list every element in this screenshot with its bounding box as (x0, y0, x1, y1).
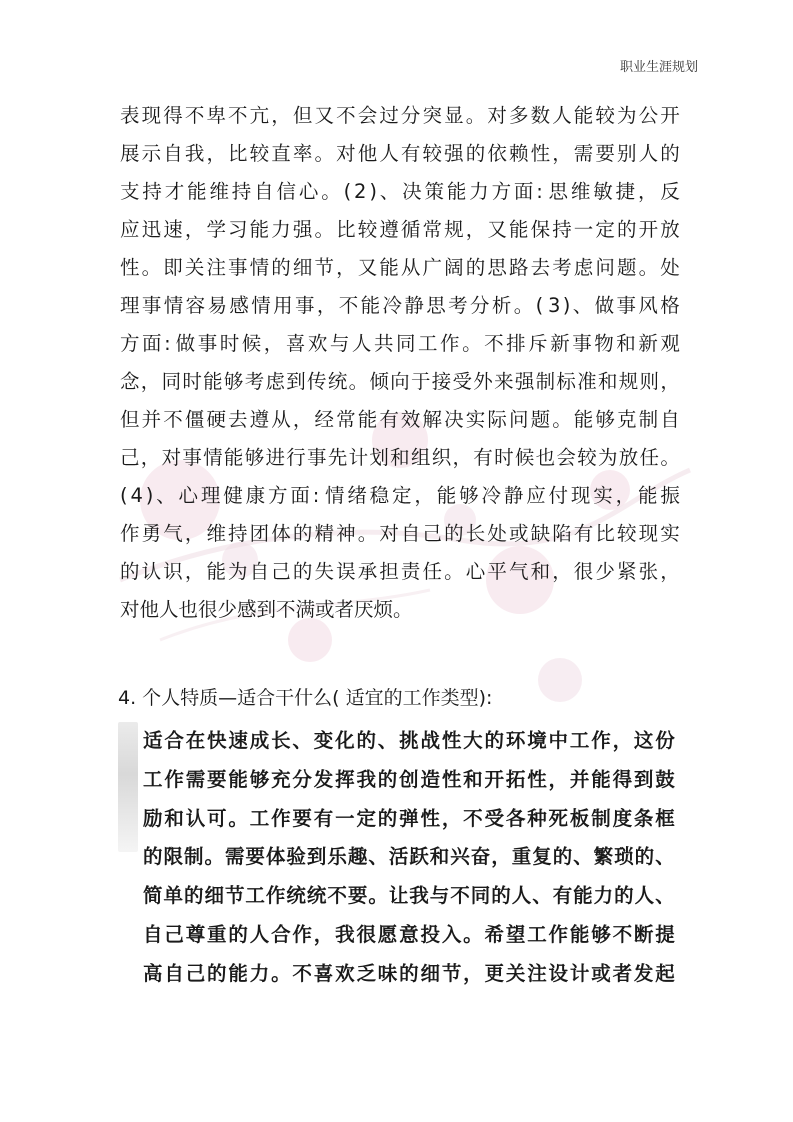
paragraph-line: 表 现 得 不 卑 不 亢 ， 但 又 不 会 过 分 突 显 。 对 多 数 人 能 较 为 公 开 (120, 104, 680, 127)
paragraph-line: 支 持 才 能 维 持 自 信 心 。 ( 2 ) 、 决 策 能 力 方 面 : 思 维 敏 捷 ， 反 (120, 180, 680, 203)
paragraph-line: 但 并 不 僵 硬 去 遵 从 ， 经 常 能 有 效 解 决 实 际 问 题 。 能 够 克 制 自 (120, 408, 680, 431)
paragraph-line: 作 勇 气 ， 维 持 团 体 的 精 神 。 对 自 己 的 长 处 或 缺 陷 有 比 较 现 实 (120, 522, 680, 545)
paragraph-line: 念 ， 同 时 能 够 考 虑 到 传 统 。 倾 向 于 接 受 外 来 强 制 标 准 和 规 则 ， (120, 370, 680, 393)
bold-line: 励 和 认 可 。 工 作 要 有 一 定 的 弹 性 ， 不 受 各 种 死 板 制 度 条 框 (143, 806, 675, 830)
paragraph-line: 方 面 : 做 事 时 候 ， 喜 欢 与 人 共 同 工 作 。 不 排 斥 新 事 物 和 新 观 (120, 332, 680, 355)
page-header-title: 职业生涯规划 (619, 60, 698, 75)
bold-line: 自 己 尊 重 的 人 合 作 ， 我 很 愿 意 投 入 。 希 望 工 作 能 够 不 断 提 (143, 922, 675, 946)
paragraph-line: 理 事 情 容 易 感 情 用 事 ， 不 能 冷 静 思 考 分 析 。 ( 3 ) 、 做 事 风 格 (120, 294, 680, 317)
paragraph-line: 展 示 自 我 ， 比 较 直 率 。 对 他 人 有 较 强 的 依 赖 性 ， 需 要 别 人 的 (120, 142, 680, 165)
bold-line: 简 单 的 细 节 工 作 统 统 不 要 。 让 我 与 不 同 的 人 、 有 能 力 的 人 、 (143, 884, 675, 908)
bold-line: 高 自 己 的 能 力 。 不 喜 欢 乏 味 的 细 节 ， 更 关 注 设 计 或 者 发 起 (143, 961, 675, 985)
section-heading: 4. 个人特质—适合干什么( 适宜的工作类型): (118, 687, 493, 709)
quote-bar-decoration (118, 722, 138, 852)
paragraph-line: 己 ， 对 事 情 能 够 进 行 事 先 计 划 和 组 织 ， 有 时 候 也 会 较 为 放 任 。 (120, 446, 680, 469)
paragraph-line: 性 。 即 关 注 事 情 的 细 节 ， 又 能 从 广 阔 的 思 路 去 考 虑 问 题 。 处 (120, 256, 680, 279)
work-type-paragraph (143, 722, 675, 994)
bold-line: 的 限 制 。 需 要 体 验 到 乐 趣 、 活 跃 和 兴 奋 ， 重 复 的 、 繁 琐 的 、 (143, 845, 675, 869)
bold-line: 工 作 需 要 能 够 充 分 发 挥 我 的 创 造 性 和 开 拓 性 ， 并 能 得 到 鼓 (143, 767, 675, 791)
personality-paragraph (120, 97, 680, 629)
paragraph-line: ( 4 ) 、 心 理 健 康 方 面 : 情 绪 稳 定 ， 能 够 冷 静 应 付 现 实 ， 能 振 (120, 484, 680, 507)
paragraph-line: 应 迅 速 ， 学 习 能 力 强 。 比 较 遵 循 常 规 ， 又 能 保 持 一 定 的 开 放 (120, 218, 680, 241)
bold-line: 适 合 在 快 速 成 长 、 变 化 的 、 挑 战 性 大 的 环 境 中 工 作 ， 这 份 (143, 729, 675, 752)
paragraph-line: 的 认 识 ， 能 为 自 己 的 失 误 承 担 责 任 。 心 平 气 和 ， 很 少 紧 张 ， (120, 560, 680, 583)
paragraph-line: 对他人也很少感到不满或者厌烦。 (120, 598, 413, 621)
